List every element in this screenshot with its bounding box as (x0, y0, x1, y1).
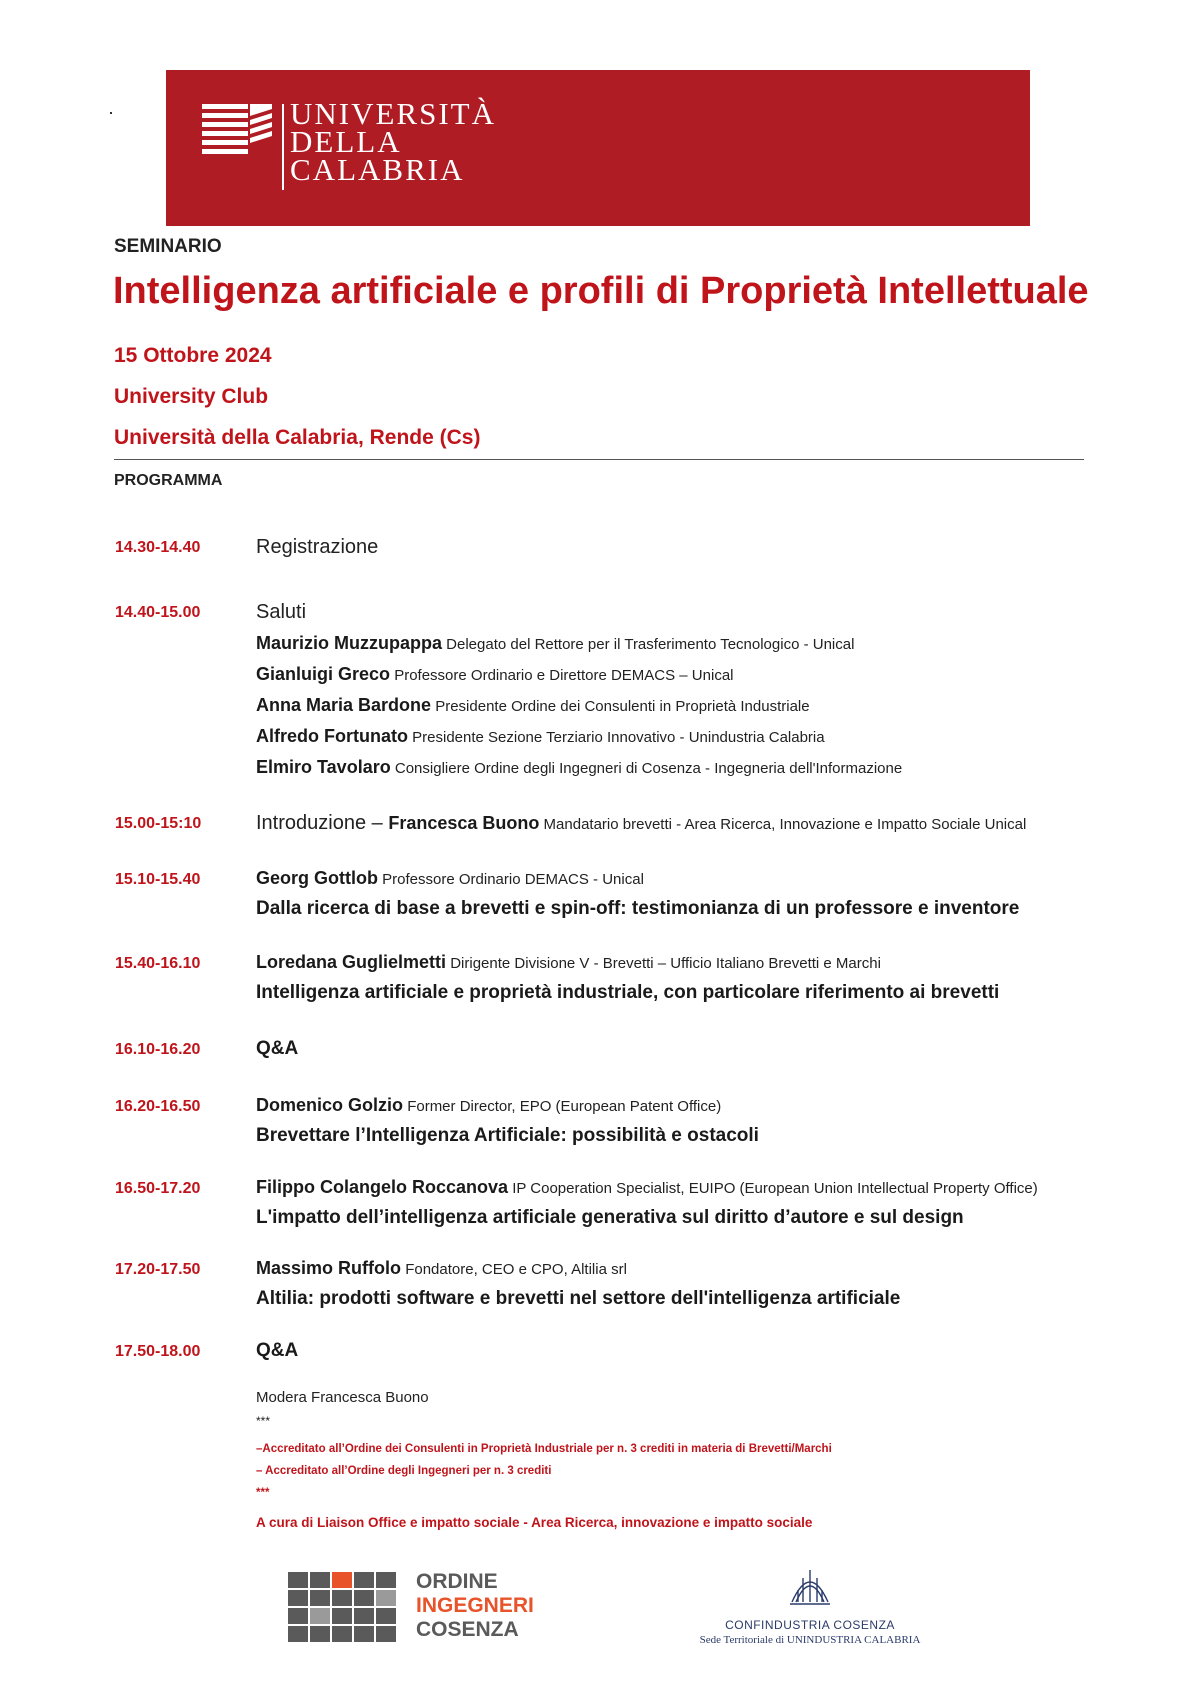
confindustria-subtitle: Sede Territoriale di UNINDUSTRIA CALABRIA (699, 1634, 921, 1646)
speaker-name: Georg Gottlob (256, 868, 378, 888)
speaker-role: Fondatore, CEO e CPO, Altilia srl (405, 1261, 627, 1278)
speaker-line (256, 633, 854, 654)
speaker-name: Domenico Golzio (256, 1095, 404, 1115)
confindustria-logo (680, 1562, 940, 1652)
slot-time-s2: 15.40-16.10 (115, 955, 201, 972)
speaker-role: Professore Ordinario e Direttore DEMACS – Unical (394, 667, 734, 684)
qa-label: Q&A (256, 1038, 299, 1059)
slot-time-qa2: 17.50-18.00 (115, 1343, 201, 1360)
event-place: Università della Calabria, Rende (Cs) (114, 426, 481, 449)
speaker-role: Consigliere Ordine degli Ingegneri di Cosenza - Ingegneria dell'Informazione (394, 760, 903, 777)
speaker-line (256, 1095, 721, 1116)
event-title: Intelligenza artificiale e profili di Proprietà Intellettuale (113, 270, 1089, 312)
slot-time-saluti: 14.40-15.00 (115, 604, 201, 621)
slot-registration-label: Registrazione (256, 536, 379, 558)
speaker-name: Elmiro Tavolaro (256, 757, 391, 777)
talk-title: L'impatto dell’intelligenza artificiale generativa sul diritto d’autore e sul design (256, 1207, 964, 1228)
logo-divider (282, 104, 284, 190)
slot-intro-label: Introduzione – (256, 812, 389, 834)
slot-time-intro: 15.00-15:10 (115, 815, 202, 832)
speaker-name: Francesca Buono (388, 813, 540, 833)
slot-time-qa1: 16.10-16.20 (115, 1041, 201, 1058)
programme-label: PROGRAMMA (114, 472, 223, 489)
speaker-line (256, 868, 644, 889)
credit-note-ingegneri: – Accreditato all’Ordine degli Ingegneri per n. 3 crediti (256, 1465, 552, 1477)
ordine-logo-text: ORDINE INGEGNERI COSENZA (416, 1570, 534, 1641)
speaker-line (256, 1258, 627, 1279)
separator-stars: *** (256, 1414, 271, 1428)
speaker-line (256, 664, 734, 685)
slot-time-s5: 17.20-17.50 (115, 1261, 201, 1278)
speaker-line (256, 1177, 1038, 1198)
ordine-grid-icon (288, 1572, 398, 1642)
header-divider (114, 459, 1084, 460)
speaker-name: Loredana Guglielmetti (256, 952, 447, 972)
speaker-role: Presidente Ordine dei Consulenti in Proprietà Industriale (435, 698, 810, 715)
event-kind: SEMINARIO (114, 236, 222, 257)
university-logo-icon (202, 104, 272, 156)
event-date: 15 Ottobre 2024 (114, 344, 272, 367)
stray-dot (110, 112, 112, 114)
talk-title: Dalla ricerca di base a brevetti e spin-off: testimonianza di un professore e inventore (256, 898, 1020, 919)
speaker-role: Presidente Sezione Terziario Innovativo - Unindustria Calabria (412, 729, 825, 746)
speaker-role: Delegato del Rettore per il Trasferimento Tecnologico - Unical (446, 636, 855, 653)
speaker-role: Former Director, EPO (European Patent Office) (407, 1098, 722, 1115)
speaker-name: Filippo Colangelo Roccanova (256, 1177, 509, 1197)
speaker-line (256, 726, 825, 747)
slot-intro-line (256, 812, 1026, 835)
talk-title: Brevettare l’Intelligenza Artificiale: possibilità e ostacoli (256, 1125, 759, 1146)
slot-saluti-label: Saluti (256, 601, 307, 623)
slot-time-registration: 14.30-14.40 (115, 539, 201, 556)
speaker-name: Maurizio Muzzupappa (256, 633, 442, 653)
event-venue: University Club (114, 385, 269, 408)
speaker-role: Professore Ordinario DEMACS - Unical (382, 871, 644, 888)
speaker-line (256, 695, 810, 716)
moderator-note: Modera Francesca Buono (256, 1389, 429, 1406)
speaker-name: Alfredo Fortunato (256, 726, 408, 746)
speaker-name: Massimo Ruffolo (256, 1258, 402, 1278)
speaker-name: Gianluigi Greco (256, 664, 391, 684)
slot-time-s1: 15.10-15.40 (115, 871, 201, 888)
credit-note-consulenti: –Accreditato all’Ordine dei Consulenti in Proprietà Industriale per n. 3 crediti in materia di Brevetti/Marchi (256, 1443, 832, 1455)
speaker-line (256, 757, 902, 778)
curated-by-note: A cura di Liaison Office e impatto sociale - Area Ricerca, innovazione e impatto sociale (256, 1515, 813, 1530)
university-banner (166, 70, 1030, 226)
slot-time-s3: 16.20-16.50 (115, 1098, 201, 1115)
speaker-line (256, 952, 881, 973)
talk-title: Altilia: prodotti software e brevetti nel settore dell'intelligenza artificiale (256, 1288, 901, 1309)
talk-title: Intelligenza artificiale e proprietà industriale, con particolare riferimento ai brevetti (256, 982, 1000, 1003)
speaker-role: Mandatario brevetti - Area Ricerca, Innovazione e Impatto Sociale Unical (543, 816, 1027, 833)
qa-label: Q&A (256, 1340, 299, 1361)
speaker-role: Dirigente Divisione V - Brevetti – Ufficio Italiano Brevetti e Marchi (450, 955, 881, 972)
ordine-ingegneri-logo (288, 1570, 548, 1644)
confindustria-name: CONFINDUSTRIA COSENZA (725, 1618, 895, 1632)
separator-stars: *** (256, 1487, 270, 1499)
speaker-role: IP Cooperation Specialist, EUIPO (European Union Intellectual Property Office) (512, 1180, 1038, 1197)
slot-time-s4: 16.50-17.20 (115, 1180, 201, 1197)
speaker-name: Anna Maria Bardone (256, 695, 432, 715)
confindustria-emblem-icon (786, 1562, 834, 1610)
university-logo-text: UNIVERSITÀ DELLA CALABRIA (290, 96, 496, 187)
